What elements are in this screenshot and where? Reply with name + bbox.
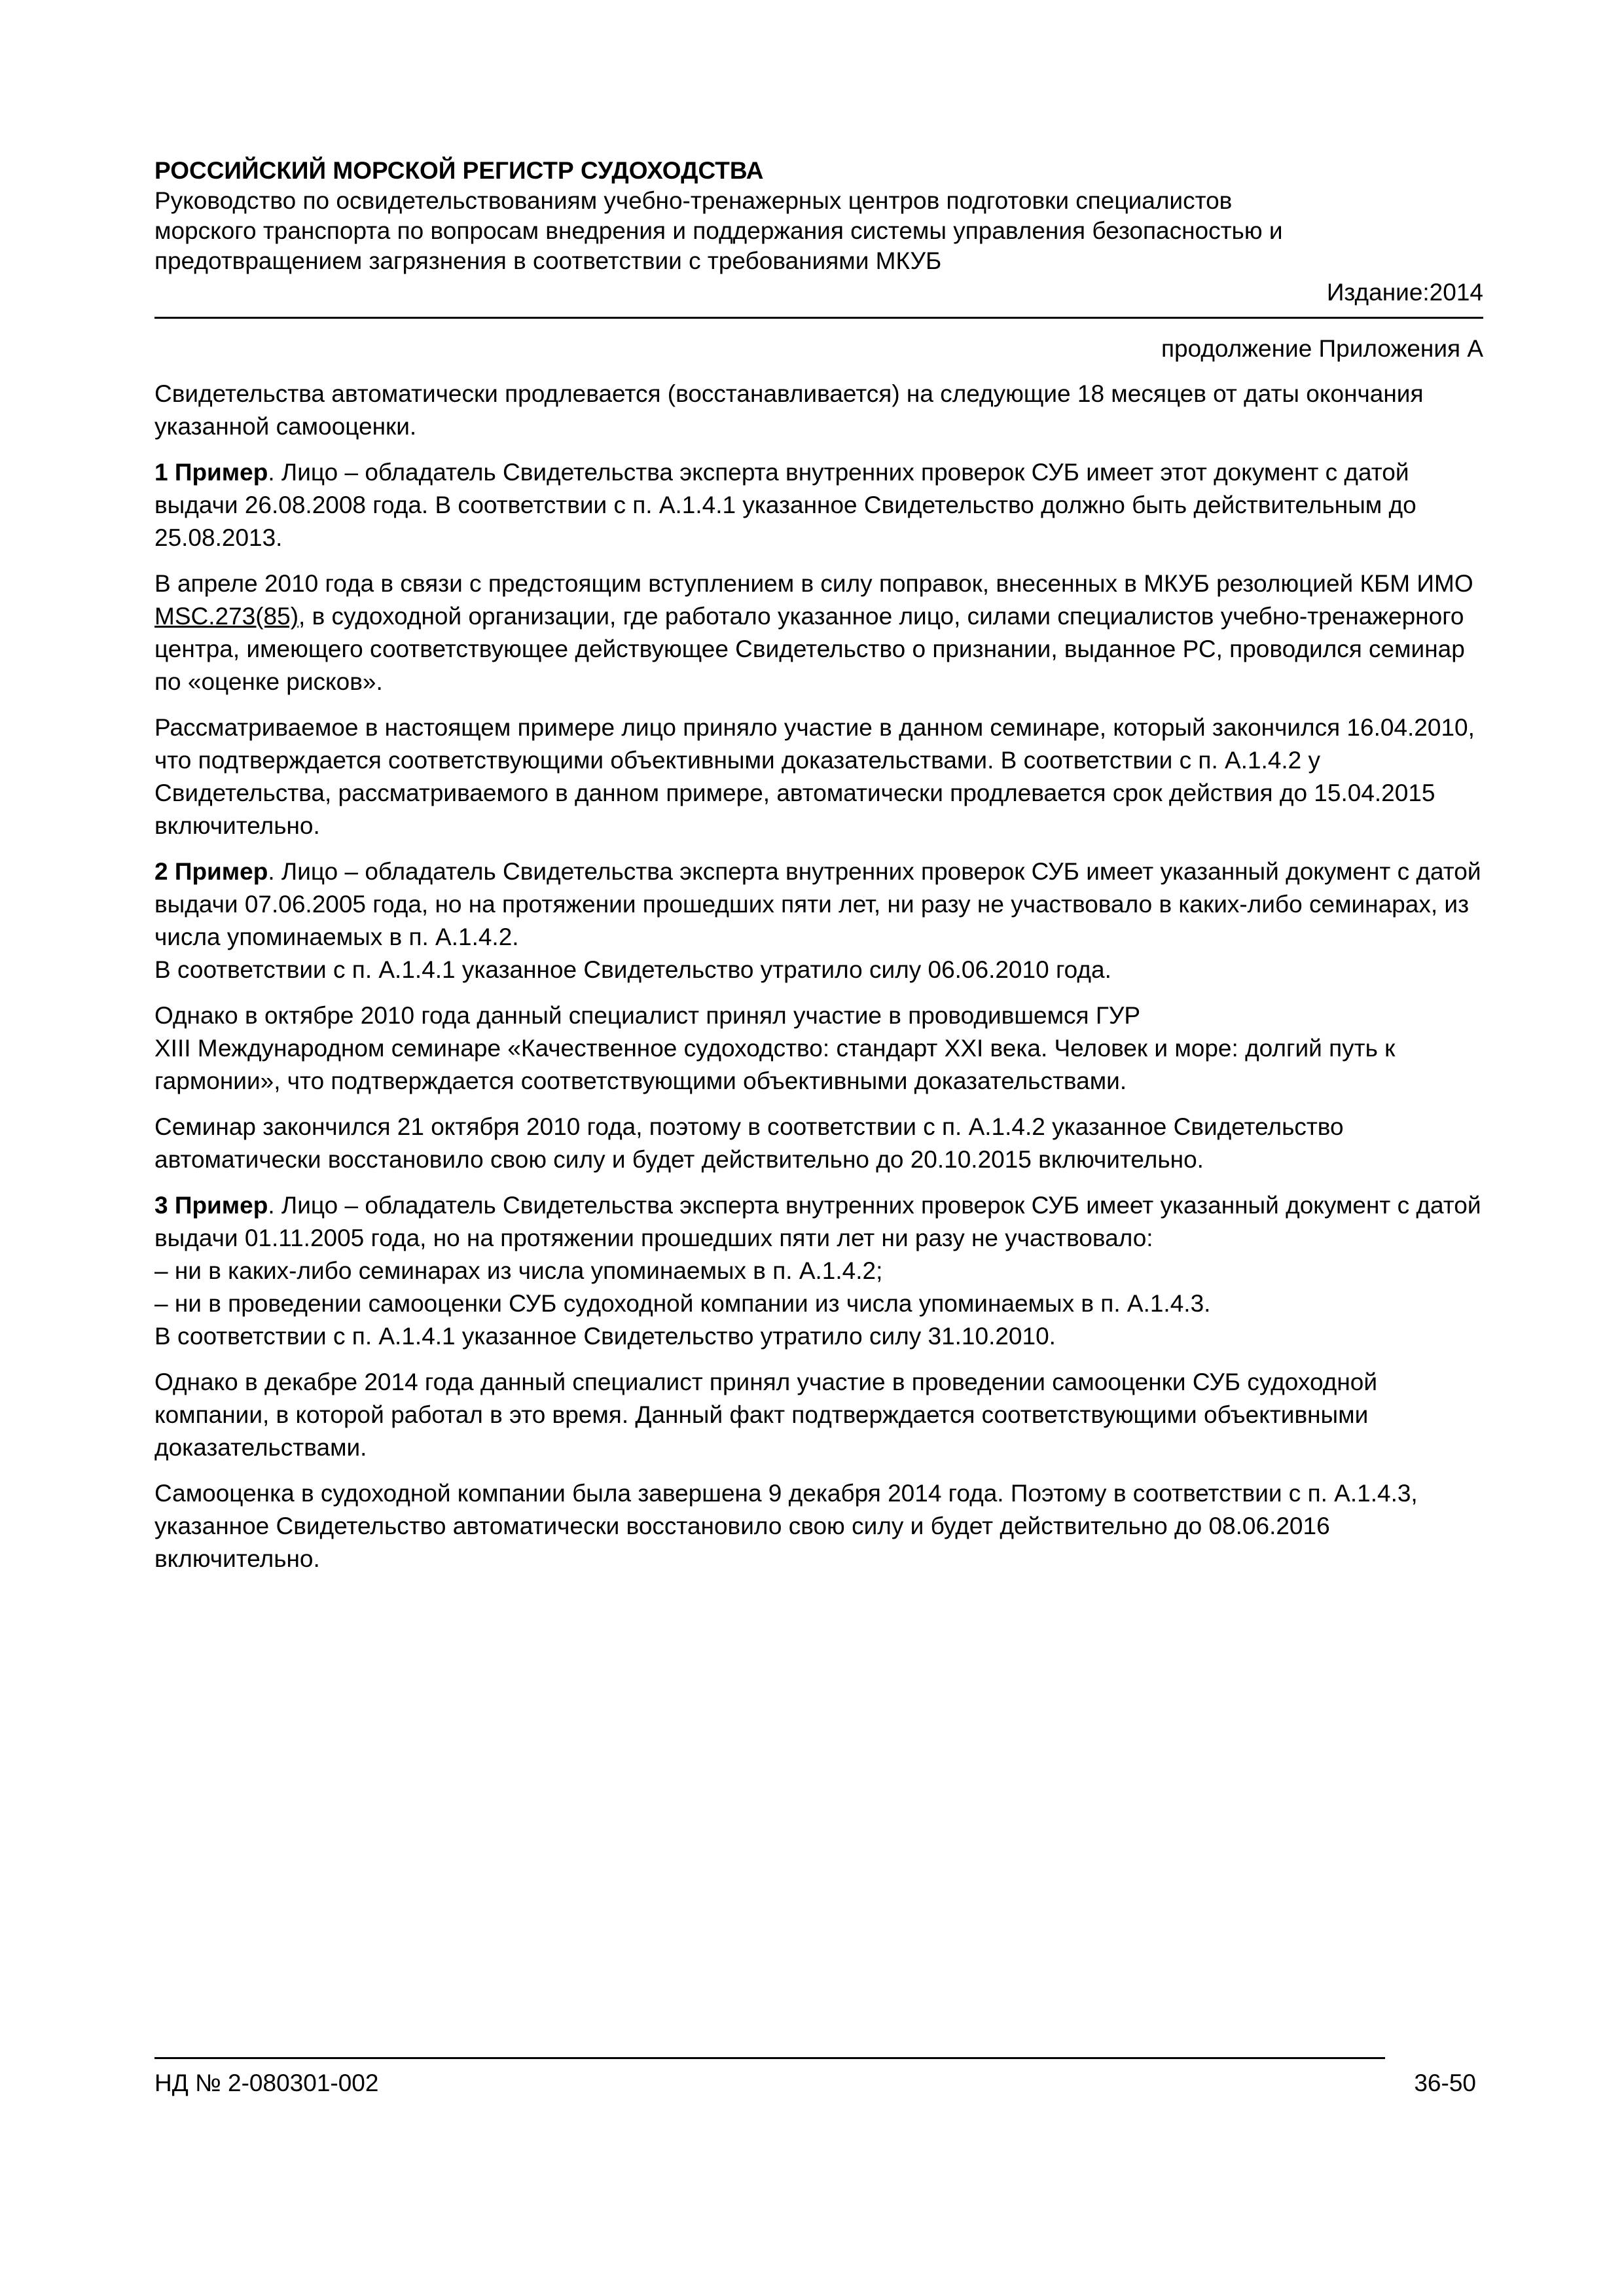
guide-title-line-3: предотвращением загрязнения в соответствии с требованиями МКУБ <box>154 247 942 274</box>
page-number: 36-50 <box>1414 2070 1476 2096</box>
page-body <box>154 331 1483 1588</box>
paragraph <box>154 999 1483 1098</box>
example-label: 3 Пример <box>154 1192 268 1219</box>
paragraph <box>154 567 1483 698</box>
paragraph-text: Однако в октябре 2010 года данный специалист принял участие в проводившемся ГУР <box>154 1002 1141 1029</box>
paragraph: Свидетельства автоматически продлевается (восстанавливается) на следующие 18 месяцев от даты окончания указанной самооценки. <box>154 380 1424 440</box>
paragraph-text: XIII Международном семинаре «Качественное судоходство: стандарт XXI века. Человек и море: долгий путь к гармонии», что подтверждается соответствующими объективными доказательствами. <box>154 1035 1396 1094</box>
organization-title: РОССИЙСКИЙ МОРСКОЙ РЕГИСТР СУДОХОДСТВА <box>154 157 764 184</box>
paragraph-text: В апреле 2010 года в связи с предстоящим вступлением в силу поправок, внесенных в МКУБ резолюцией КБМ ИМО <box>154 570 1473 597</box>
paragraph: Однако в декабре 2014 года данный специалист принял участие в проведении самооценки СУБ судоходной компании, в которой работал в это время. Данный факт подтверждается соответствующими объективными доказательствами. <box>154 1369 1378 1461</box>
example-text: . Лицо – обладатель Свидетельства эксперта внутренних проверок СУБ имеет указанный документ с датой выдачи 01.11.2005 года, но на протяжении прошедших пяти лет ни разу не участвовало: <box>154 1192 1481 1251</box>
example-label: 1 Пример <box>154 459 268 486</box>
example-text: В соответствии с п. А.1.4.1 указанное Свидетельство утратило силу 31.10.2010. <box>154 1323 1056 1350</box>
paragraph: Рассматриваемое в настоящем примере лицо приняло участие в данном семинаре, который закончился 16.04.2010, что подтверждается соответствующими объективными доказательствами. В соответствии с п. А.1.4.2 у Свидетельства, рассматриваемого в данном примере, автоматически продлевается срок действия до 15.04.2015 включительно. <box>154 714 1475 839</box>
example-label: 2 Пример <box>154 858 268 885</box>
list-item: – ни в проведении самооценки СУБ судоходной компании из числа упоминаемых в п. А.1.4.3. <box>154 1290 1211 1317</box>
example-text: В соответствии с п. А.1.4.1 указанное Свидетельство утратило силу 06.06.2010 года. <box>154 956 1111 983</box>
example-1 <box>154 456 1483 554</box>
example-text: . Лицо – обладатель Свидетельства эксперта внутренних проверок СУБ имеет этот документ с датой выдачи 26.08.2008 года. В соответствии с п. А.1.4.1 указанное Свидетельство должно быть действительным до 25.08.2013. <box>154 459 1416 551</box>
guide-title-line-2: морского транспорта по вопросам внедрения и поддержания системы управления безопасностью и <box>154 217 1283 244</box>
msc-resolution-link[interactable]: MSC.273(85) <box>154 603 299 630</box>
appendix-continuation: продолжение Приложения А <box>1161 335 1483 362</box>
paragraph: Семинар закончился 21 октября 2010 года, поэтому в соответствии с п. А.1.4.2 указанное Свидетельство автоматически восстановило свою силу и будет действительно до 20.10.2015 включительно. <box>154 1113 1344 1173</box>
guide-title-line-1: Руководство по освидетельствованиям учебно-тренажерных центров подготовки специалистов <box>154 187 1233 214</box>
list-item: – ни в каких-либо семинарах из числа упоминаемых в п. А.1.4.2; <box>154 1257 883 1284</box>
paragraph-text: , в судоходной организации, где работало указанное лицо, силами специалистов учебно-тренажерного центра, имеющего соответствующее действующее Свидетельство о признании, выданное РС, проводился семинар по «оценке рисков». <box>154 603 1465 695</box>
example-2 <box>154 855 1483 986</box>
header-divider <box>154 317 1483 319</box>
paragraph: Самооценка в судоходной компании была завершена 9 декабря 2014 года. Поэтому в соответствии с п. А.1.4.3, указанное Свидетельство автоматически восстановило свою силу и будет действительно до 08.06.2016 включительно. <box>154 1480 1418 1572</box>
example-text: . Лицо – обладатель Свидетельства эксперта внутренних проверок СУБ имеет указанный документ с датой выдачи 07.06.2005 года, но на протяжении прошедших пяти лет, ни разу не участвовало в каких-либо семинарах, из числа упоминаемых в п. А.1.4.2. <box>154 858 1481 950</box>
document-number: НД № 2-080301-002 <box>154 2070 379 2096</box>
page-header <box>154 156 1483 308</box>
example-3 <box>154 1189 1483 1353</box>
edition-label: Издание:2014 <box>1326 279 1483 306</box>
footer-divider <box>154 2057 1385 2059</box>
